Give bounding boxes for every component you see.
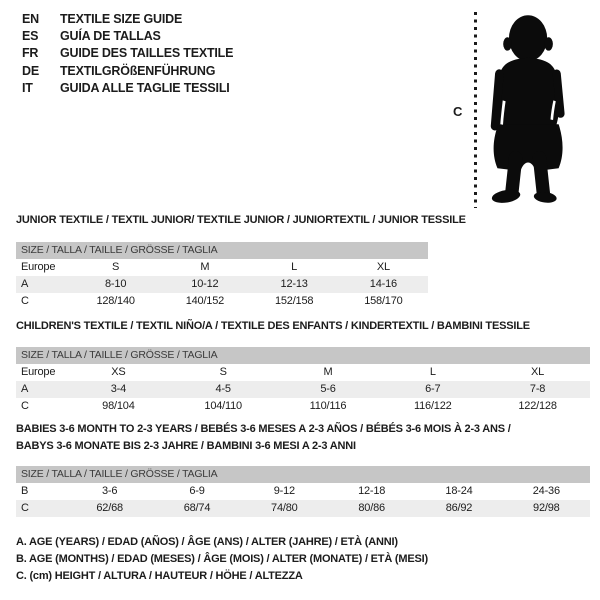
table-cell: 6-9	[189, 485, 205, 497]
table-title-line: BABYS 3-6 MONATE BIS 2-3 JAHRE / BAMBINI 3-6 MESI A 2-3 ANNI	[16, 440, 356, 452]
table-cell: 12-13	[280, 278, 308, 290]
junior-size-table	[16, 242, 428, 310]
language-row	[22, 80, 233, 97]
table-rows	[16, 259, 428, 310]
legend-notes	[16, 534, 428, 585]
table-cell: 4-5	[215, 383, 231, 395]
row-label: C	[21, 295, 29, 307]
table-cell: 14-16	[369, 278, 397, 290]
height-measure-label: C	[453, 104, 463, 119]
language-title: GUIDA ALLE TAGLIE TESSILI	[60, 80, 230, 95]
table-cell: 12-18	[358, 485, 386, 497]
table-cell: 92/98	[533, 502, 560, 514]
language-code: DE	[22, 63, 39, 78]
table-cell: M	[323, 366, 333, 378]
table-cell: 140/152	[185, 295, 225, 307]
height-dotted-line	[474, 12, 477, 208]
babies-size-table	[16, 466, 590, 517]
table-cell: 3-4	[110, 383, 127, 395]
table-cell: 128/140	[96, 295, 135, 307]
table-cell: XL	[376, 261, 390, 273]
row-label: Europe	[21, 261, 56, 273]
table-cell: 86/92	[445, 502, 473, 514]
language-row	[22, 28, 233, 45]
language-list	[22, 11, 233, 97]
table-cell: 152/158	[274, 295, 314, 307]
table-title-line: BABIES 3-6 MONTH TO 2-3 YEARS / BEBÉS 3-6 MESES A 2-3 AÑOS / BÉBÉS 3-6 MOIS À 2-3 ANS /	[16, 423, 511, 435]
table-title-line: JUNIOR TEXTILE / TEXTIL JUNIOR/ TEXTILE JUNIOR / JUNIORTEXTIL / JUNIOR TESSILE	[16, 214, 466, 226]
table-row	[16, 381, 590, 398]
table-cell: 62/68	[96, 502, 123, 514]
table-cell: 122/128	[518, 400, 557, 412]
row-label: A	[21, 383, 29, 395]
children-size-table	[16, 347, 590, 415]
table-cell: 158/170	[364, 295, 403, 307]
table-row	[16, 259, 428, 276]
table-cell: M	[200, 261, 210, 273]
language-code: IT	[22, 80, 33, 95]
table-cell: 104/110	[204, 400, 242, 412]
size-header-bar: SIZE / TALLA / TAILLE / GRÖSSE / TAGLIA	[16, 466, 590, 483]
table-row	[16, 398, 590, 415]
table-cell: S	[112, 261, 120, 273]
table-row	[16, 364, 590, 381]
junior-table-title	[16, 212, 466, 229]
language-title: TEXTILE SIZE GUIDE	[60, 12, 183, 26]
table-cell: XS	[111, 366, 126, 378]
table-cell: 98/104	[102, 400, 135, 412]
babies-table-title	[16, 421, 511, 455]
row-label: Europe	[21, 366, 56, 378]
table-cell: 6-7	[425, 383, 441, 395]
table-cell: 24-36	[532, 485, 560, 497]
note-line: B. AGE (MONTHS) / EDAD (MESES) / ÂGE (MOIS) / ALTER (MONATE) / ETÀ (MESI)	[16, 553, 428, 565]
note-line: C. (cm) HEIGHT / ALTURA / HAUTEUR / HÖHE / ALTEZZA	[16, 570, 303, 582]
table-cell: 3-6	[102, 485, 118, 497]
table-cell: 8-10	[105, 278, 127, 290]
table-cell: L	[429, 366, 436, 378]
size-header-bar: SIZE / TALLA / TAILLE / GRÖSSE / TAGLIA	[16, 242, 428, 259]
language-code: EN	[22, 12, 39, 26]
language-title: GUIDE DES TAILLES TEXTILE	[60, 46, 234, 61]
language-code: ES	[22, 29, 39, 44]
table-cell: 7-8	[529, 383, 546, 395]
baby-silhouette-icon	[486, 10, 572, 206]
table-cell: S	[219, 366, 227, 378]
table-rows	[16, 364, 590, 415]
children-table-title	[16, 318, 530, 335]
table-cell: L	[291, 261, 298, 273]
language-row	[22, 63, 233, 80]
table-row	[16, 293, 428, 310]
table-cell: 80/86	[358, 502, 385, 514]
size-header-bar: SIZE / TALLA / TAILLE / GRÖSSE / TAGLIA	[16, 347, 590, 364]
language-title: GUÍA DE TALLAS	[60, 29, 161, 44]
table-row	[16, 483, 590, 500]
language-row	[22, 11, 233, 28]
language-row	[22, 45, 233, 62]
row-label: C	[21, 400, 29, 412]
row-label: B	[21, 485, 29, 497]
row-label: C	[21, 502, 29, 514]
language-title: TEXTILGRÖßENFÜHRUNG	[60, 63, 216, 78]
table-cell: XL	[531, 366, 545, 378]
table-cell: 68/74	[183, 502, 211, 514]
table-cell: 10-12	[191, 278, 219, 290]
table-row	[16, 500, 590, 517]
note-line: A. AGE (YEARS) / EDAD (AÑOS) / ÂGE (ANS) / ALTER (JAHRE) / ETÀ (ANNI)	[16, 536, 398, 548]
table-cell: 74/80	[271, 502, 298, 514]
table-cell: 9-12	[273, 485, 295, 497]
table-cell: 5-6	[320, 383, 336, 395]
table-row	[16, 276, 428, 293]
table-cell: 110/116	[309, 400, 347, 412]
table-cell: 18-24	[445, 485, 473, 497]
row-label: A	[21, 278, 29, 290]
table-rows	[16, 483, 590, 517]
table-cell: 116/122	[414, 400, 452, 412]
language-code: FR	[22, 46, 39, 61]
table-title-line: CHILDREN'S TEXTILE / TEXTIL NIÑO/A / TEXTILE DES ENFANTS / KINDERTEXTIL / BAMBINI TESSILE	[16, 320, 530, 332]
